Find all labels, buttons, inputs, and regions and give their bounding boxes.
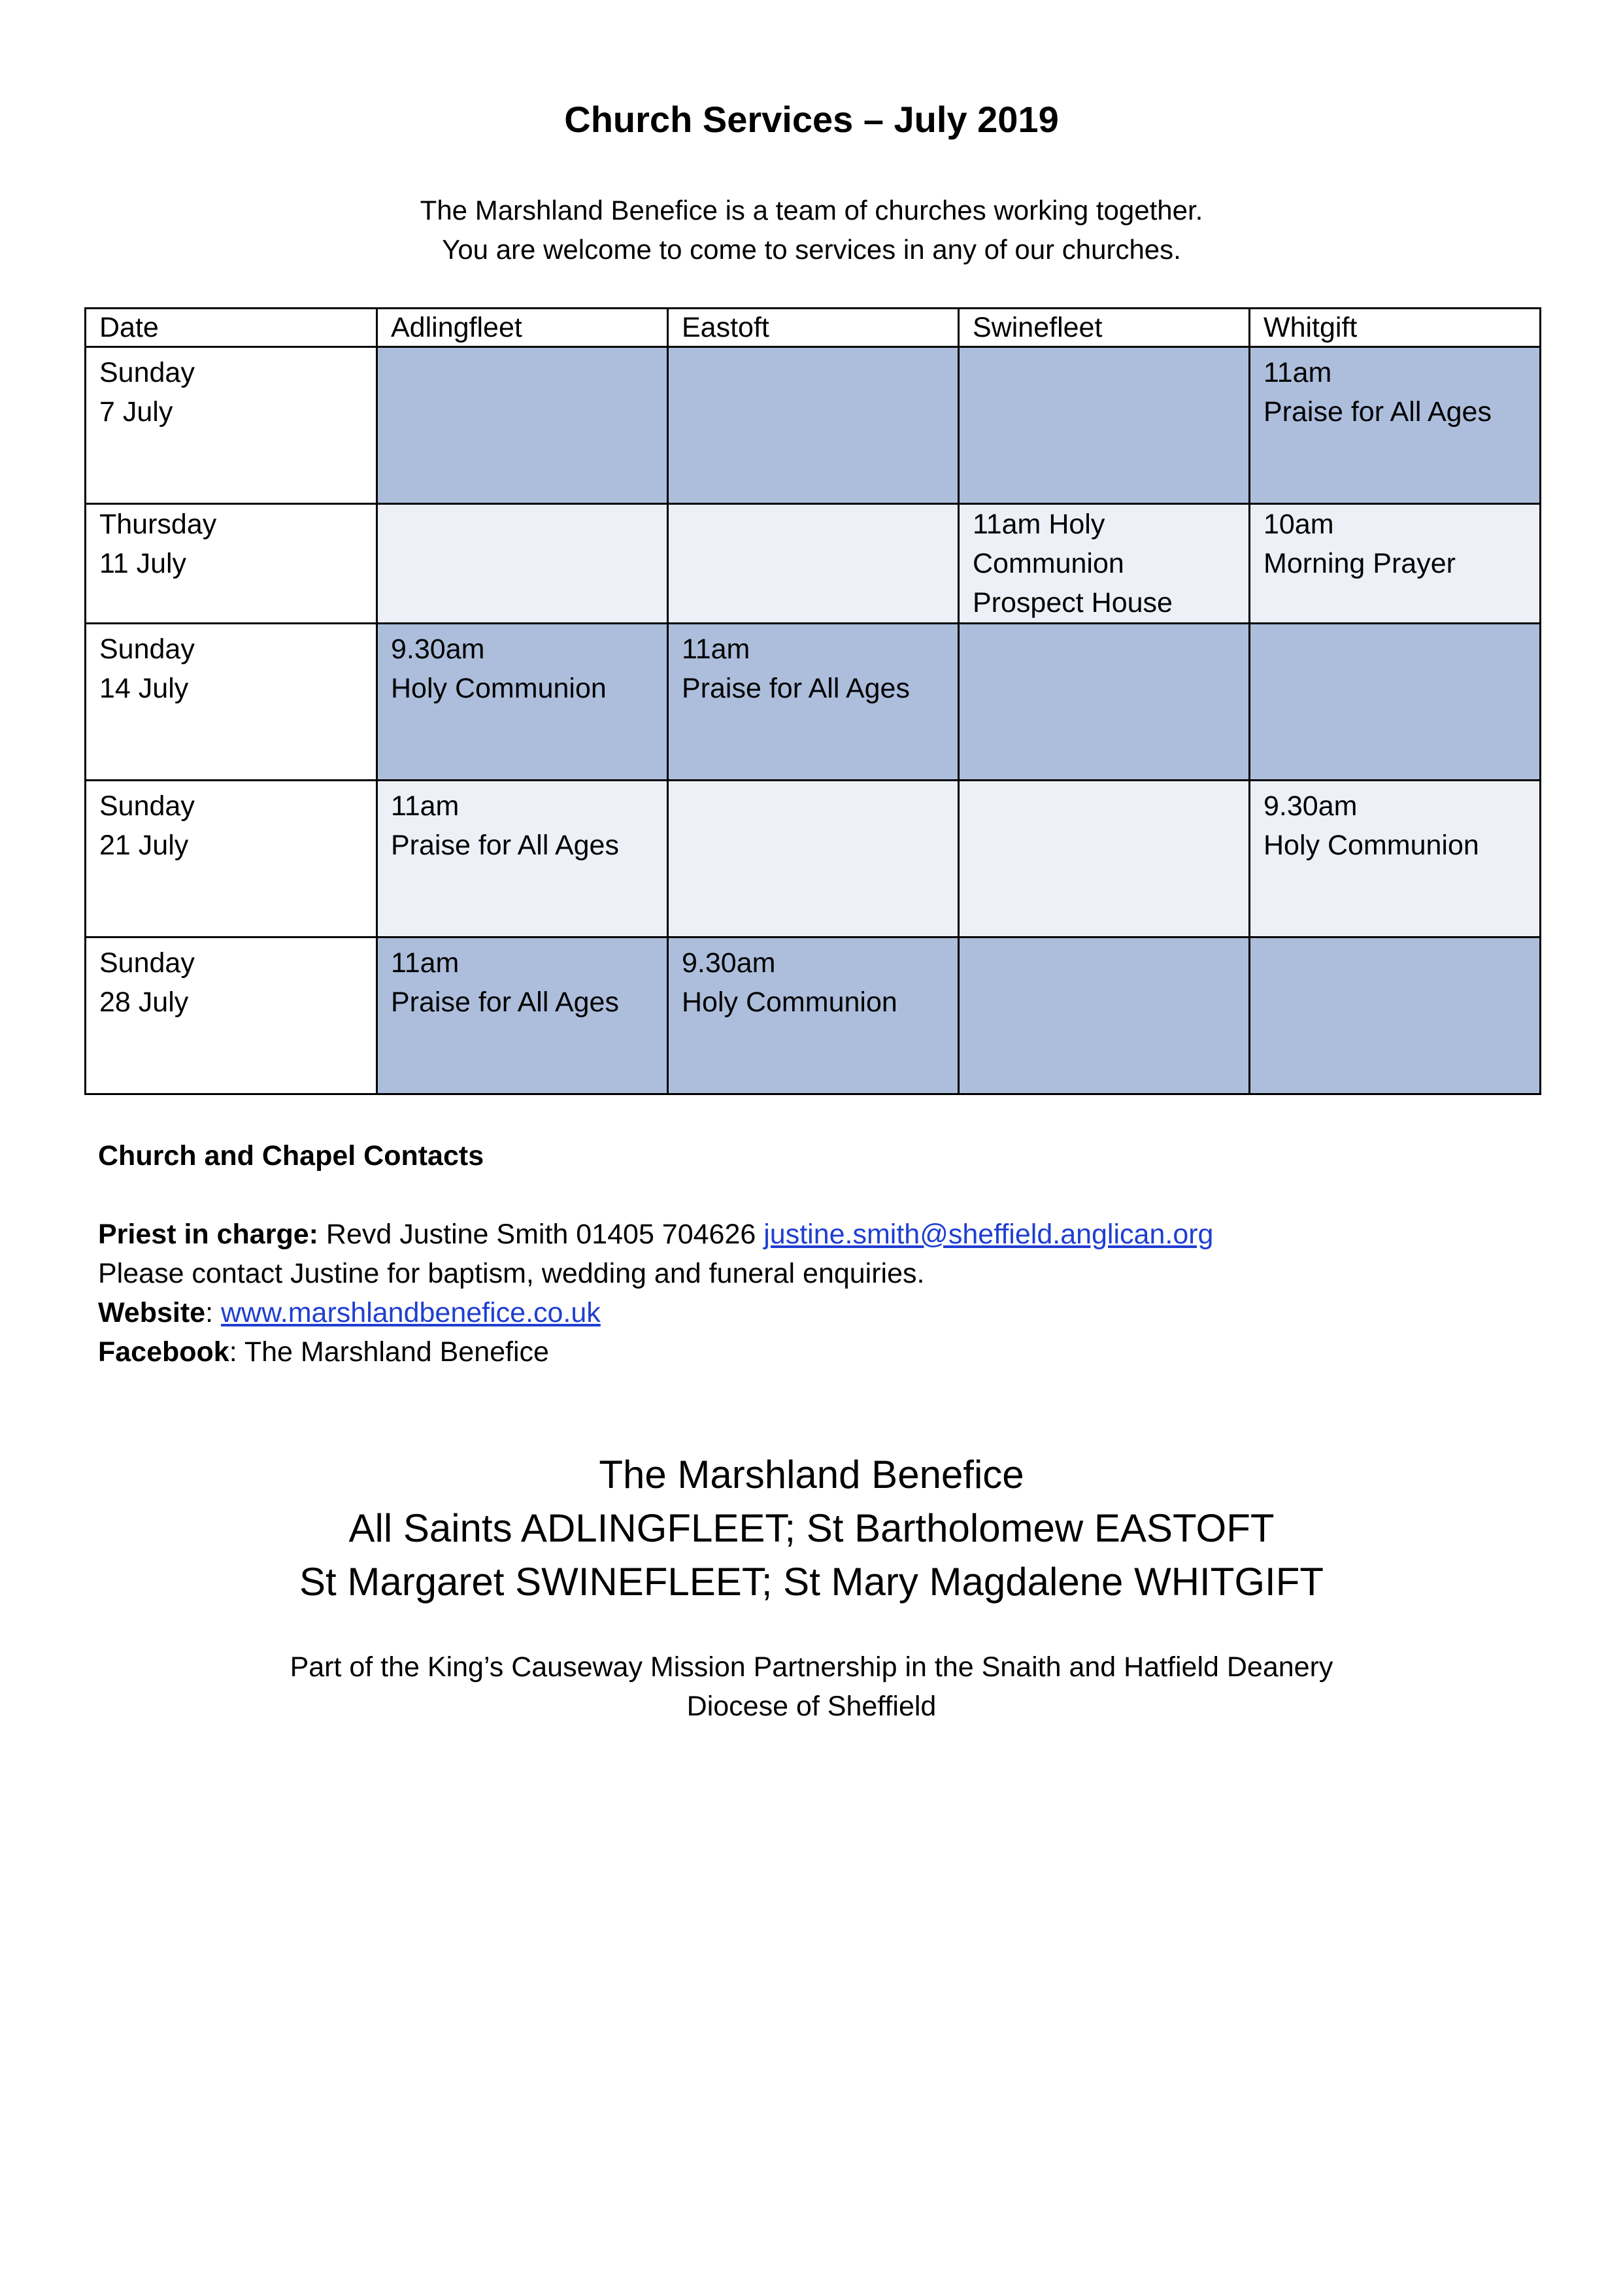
- priest-label: Priest in charge:: [98, 1219, 318, 1250]
- service-cell: [959, 347, 1250, 504]
- priest-line: [98, 1215, 1213, 1254]
- service-cell: [668, 781, 959, 937]
- intro-line: The Marshland Benefice is a team of churches working together.: [420, 195, 1203, 226]
- website-separator: :: [205, 1297, 221, 1328]
- table-row: [86, 781, 1541, 937]
- facebook-label: Facebook: [98, 1336, 229, 1368]
- header-swinefleet: Swinefleet: [959, 309, 1250, 347]
- service-text: 11am Holy Communion Prospect House: [973, 509, 1173, 618]
- service-text: 9.30am Holy Communion: [1263, 790, 1479, 861]
- date-text: Thursday 11 July: [99, 509, 217, 579]
- date-text: Sunday 28 July: [99, 947, 195, 1018]
- footer-diocese: Diocese of Sheffield: [686, 1691, 937, 1722]
- service-cell: [668, 504, 959, 624]
- table-row: [86, 624, 1541, 781]
- benefice-block: [0, 1448, 1623, 1609]
- table-row: [86, 347, 1541, 504]
- page-title: Church Services – July 2019: [564, 99, 1059, 140]
- website-label: Website: [98, 1297, 206, 1328]
- table-row: [86, 504, 1541, 624]
- service-cell: [377, 781, 668, 937]
- service-cell: [668, 937, 959, 1094]
- service-cell: [1250, 624, 1541, 781]
- date-cell: [86, 624, 377, 781]
- header-adlingfleet: Adlingfleet: [377, 309, 668, 347]
- enquiries-text: Please contact Justine for baptism, wedding and funeral enquiries.: [98, 1258, 925, 1289]
- service-cell: [959, 937, 1250, 1094]
- date-text: Sunday 14 July: [99, 633, 195, 704]
- service-cell: [959, 504, 1250, 624]
- service-cell: [668, 624, 959, 781]
- service-cell: [377, 347, 668, 504]
- header-date: Date: [86, 309, 377, 347]
- contacts-section: [98, 1136, 1213, 1372]
- service-text: 10am Morning Prayer: [1263, 509, 1456, 579]
- date-cell: [86, 504, 377, 624]
- facebook-line: [98, 1332, 1213, 1372]
- priest-details: Revd Justine Smith 01405 704626: [318, 1219, 764, 1250]
- service-cell: [1250, 937, 1541, 1094]
- service-text: 11am Praise for All Ages: [1263, 357, 1492, 428]
- intro-line: You are welcome to come to services in any of our churches.: [442, 234, 1181, 265]
- service-text: 11am Praise for All Ages: [391, 947, 619, 1018]
- contacts-heading: Church and Chapel Contacts: [98, 1140, 484, 1172]
- header-whitgift: Whitgift: [1250, 309, 1541, 347]
- header-eastoft: Eastoft: [668, 309, 959, 347]
- service-cell: [377, 624, 668, 781]
- services-table: [84, 307, 1541, 1095]
- service-cell: [377, 937, 668, 1094]
- service-cell: [1250, 504, 1541, 624]
- date-text: Sunday 21 July: [99, 790, 195, 861]
- benefice-churches-line: St Margaret SWINEFLEET; St Mary Magdalene WHITGIFT: [299, 1560, 1324, 1604]
- service-text: 9.30am Holy Communion: [391, 633, 607, 704]
- service-text: 9.30am Holy Communion: [682, 947, 897, 1018]
- intro: [0, 191, 1623, 269]
- benefice-churches-line: All Saints ADLINGFLEET; St Bartholomew EASTOFT: [348, 1506, 1275, 1550]
- table-row: [86, 937, 1541, 1094]
- service-text: 11am Praise for All Ages: [391, 790, 619, 861]
- footer: [0, 1647, 1623, 1726]
- website-link[interactable]: www.marshlandbenefice.co.uk: [221, 1297, 601, 1328]
- footer-partnership: Part of the King’s Causeway Mission Partnership in the Snaith and Hatfield Deanery: [290, 1651, 1333, 1683]
- service-text: 11am Praise for All Ages: [682, 633, 910, 704]
- date-cell: [86, 347, 377, 504]
- date-cell: [86, 937, 377, 1094]
- date-cell: [86, 781, 377, 937]
- service-cell: [377, 504, 668, 624]
- service-cell: [959, 781, 1250, 937]
- date-text: Sunday 7 July: [99, 357, 195, 428]
- service-cell: [668, 347, 959, 504]
- benefice-name: The Marshland Benefice: [599, 1453, 1024, 1496]
- website-line: [98, 1293, 1213, 1332]
- table-header-row: [86, 309, 1541, 347]
- service-cell: [959, 624, 1250, 781]
- facebook-text: : The Marshland Benefice: [229, 1336, 549, 1368]
- service-cell: [1250, 781, 1541, 937]
- service-cell: [1250, 347, 1541, 504]
- priest-email-link[interactable]: justine.smith@sheffield.anglican.org: [763, 1219, 1214, 1250]
